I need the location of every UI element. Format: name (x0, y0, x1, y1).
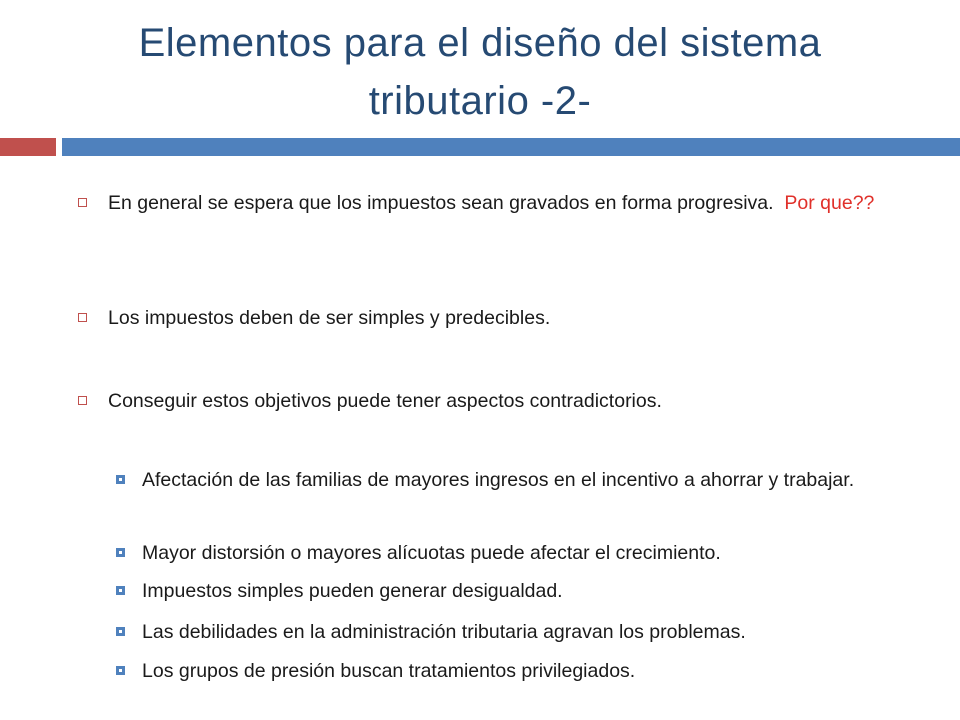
sub-bullet-income-incentive (142, 467, 912, 494)
bullet-text: Conseguir estos objetivos puede tener aspectos contradictorios. (108, 390, 662, 412)
hollow-square-bullet-icon (78, 313, 87, 322)
bullet-contradictory-objectives (108, 388, 912, 415)
title-line-1: Elementos para el diseño del sistema (138, 21, 822, 65)
title-line-2: tributario -2- (368, 79, 592, 123)
sub-bullet-distortion (142, 540, 912, 567)
bullet-text: Los impuestos deben de ser simples y predecibles. (108, 307, 551, 329)
hollow-square-bullet-icon (78, 198, 87, 207)
filled-square-bullet-icon (116, 548, 125, 557)
bullet-text (108, 190, 912, 217)
bullet-progressive-taxes (108, 190, 912, 217)
filled-square-bullet-icon (116, 586, 125, 595)
sub-bullet-text: Impuestos simples pueden generar desigualdad. (142, 580, 563, 602)
sub-bullet-text: Mayor distorsión o mayores alícuotas puede afectar el crecimiento. (142, 542, 721, 564)
sub-bullet-pressure-groups (142, 658, 912, 685)
bullet-highlight-text: Por que?? (784, 192, 875, 214)
sub-bullet-administration (142, 619, 912, 646)
sub-bullet-text: Las debilidades en la administración tributaria agravan los problemas. (142, 621, 746, 643)
sub-bullet-inequality (142, 578, 912, 605)
hollow-square-bullet-icon (78, 396, 87, 405)
sub-bullet-text: Los grupos de presión buscan tratamientos privilegiados. (142, 660, 636, 682)
filled-square-bullet-icon (116, 627, 125, 636)
bullet-main-text: En general se espera que los impuestos sean gravados en forma progresiva. (108, 192, 774, 214)
filled-square-bullet-icon (116, 475, 125, 484)
bullet-simple-taxes (108, 305, 912, 332)
filled-square-bullet-icon (116, 666, 125, 675)
sub-bullet-text: Afectación de las familias de mayores ingresos en el incentivo a ahorrar y trabajar. (142, 469, 855, 491)
